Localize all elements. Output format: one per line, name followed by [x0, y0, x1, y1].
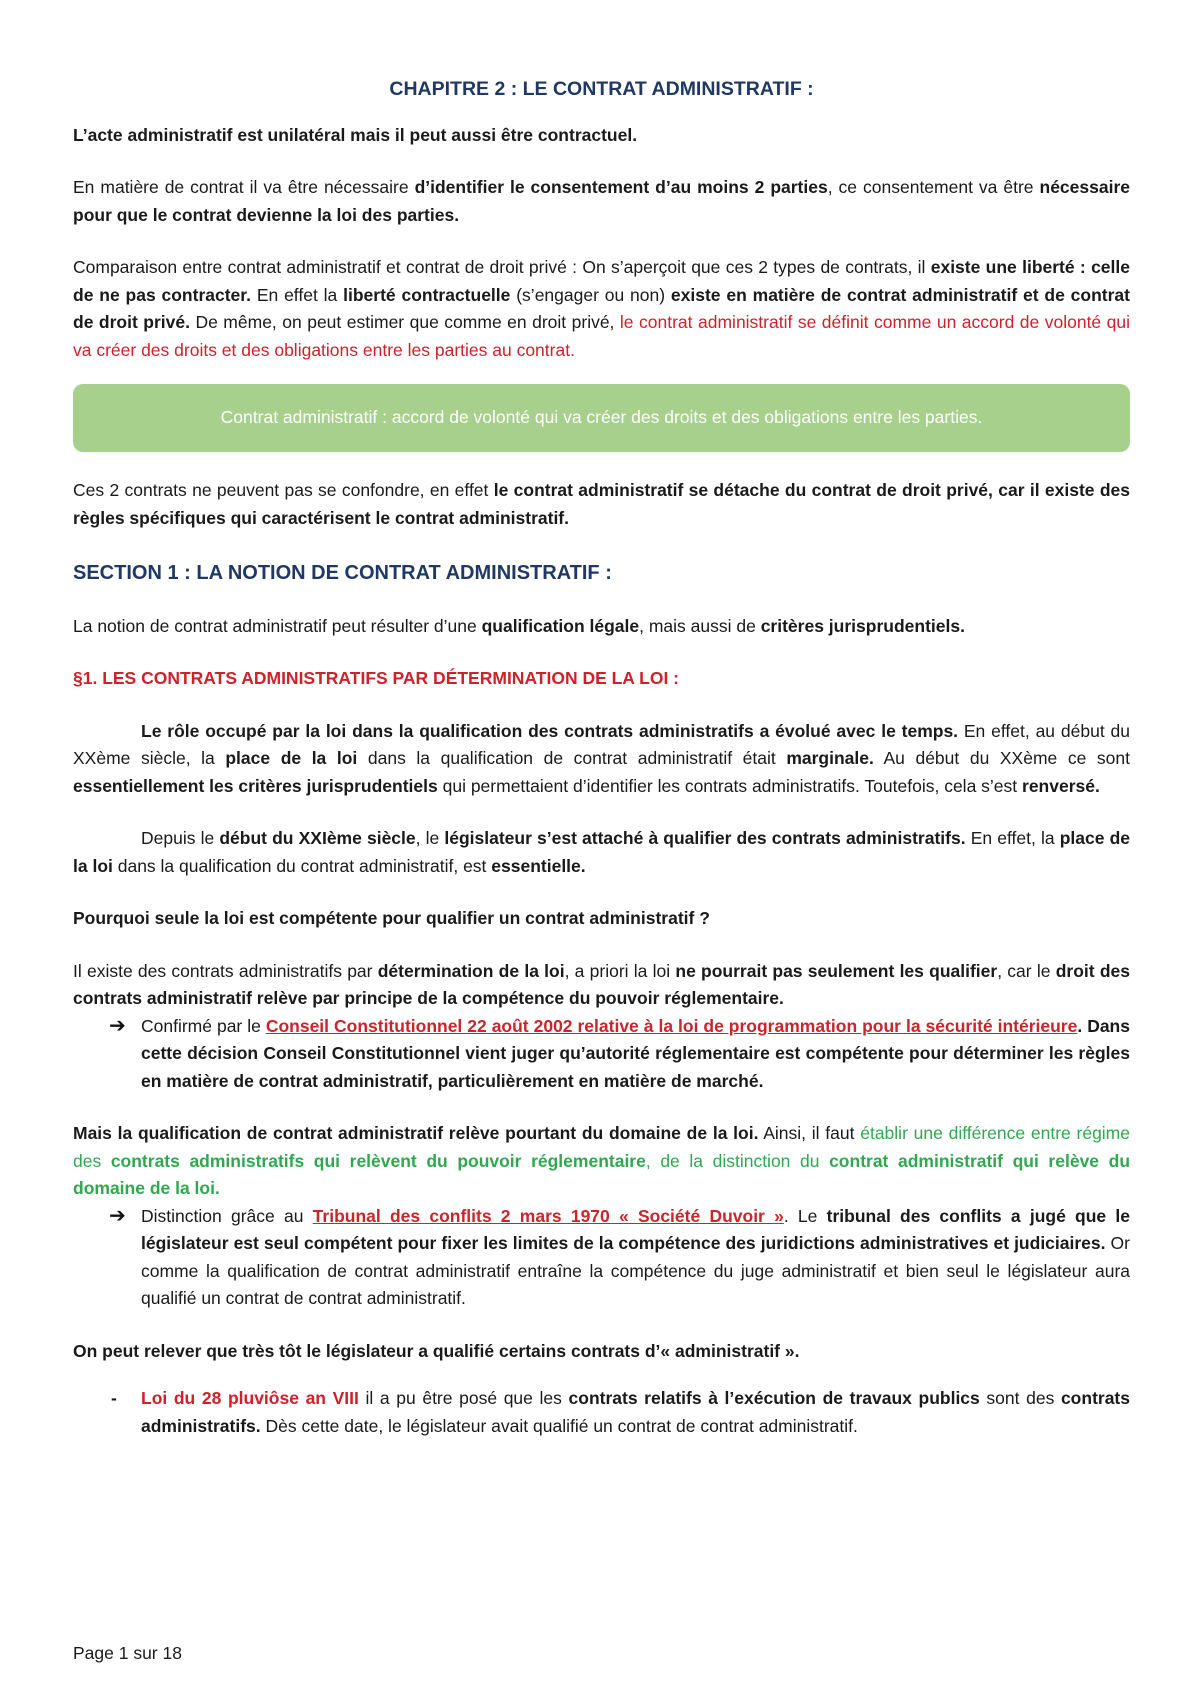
distinction-paragraph: Ces 2 contrats ne peuvent pas se confondre, en effet le contrat administratif se détache du contrat de droit privé, car il existe des règles spécifiques qui caractérisent le contrat administratif.	[73, 480, 1130, 528]
bullet-conseil-constitutionnel: ➔ Confirmé par le Conseil Constitutionnel 22 août 2002 relative à la loi de programmation pour la sécurité intérieure. Dans cette décision Conseil Constitutionnel vient juger qu’autorité réglementaire est compétente pour déterminer les règles en matière de contrat administratif, particulièrement en matière de marché.	[109, 1014, 1130, 1091]
arrow-right-icon: ➔	[109, 1204, 126, 1227]
comparison-paragraph: Comparaison entre contrat administratif et contrat de droit privé : On s’aperçoit que ces 2 types de contrats, il existe une liberté : celle de ne pas contracter. En effet la liberté contractuelle (s’engager ou non) existe en matière de contrat administratif et de contrat de droit privé. De même, on peut estimer que comme en droit privé, le contrat administratif se définit comme un accord de volonté qui va créer des droits et des obligations entre les parties au contrat.	[73, 257, 1131, 360]
page-number: Page 1 sur 18	[73, 1643, 182, 1663]
consent-paragraph: En matière de contrat il va être nécessaire d’identifier le consentement d’au moins 2 parties, ce consentement va être nécessaire pour que le contrat devienne la loi des parties.	[73, 177, 1130, 225]
intro-paragraph: L’acte administratif est unilatéral mais il peut aussi être contractuel.	[73, 124, 638, 145]
chapter-title: CHAPITRE 2 : LE CONTRAT ADMINISTRATIF :	[389, 78, 814, 100]
dash-bullet-icon: -	[111, 1388, 117, 1408]
xxi-century-paragraph: Depuis le début du XXIème siècle, le législateur s’est attaché à qualifier des contrats administratifs. En effet, la place de la loi dans la qualification du contrat administratif, est essentielle.	[73, 828, 1130, 876]
question-heading: Pourquoi seule la loi est compétente pour qualifier un contrat administratif ?	[73, 908, 710, 928]
determination-paragraph: Il existe des contrats administratifs par détermination de la loi, a priori la loi ne pourrait pas seulement les qualifier, car le droit des contrats administratif relève par principe de la compétence du pouvoir réglementaire.	[73, 960, 1130, 1008]
tribunal-conflits-link[interactable]: Tribunal des conflits 2 mars 1970 « Société Duvoir »	[312, 1205, 784, 1226]
conseil-constitutionnel-link[interactable]: Conseil Constitutionnel 22 août 2002 relative à la loi de programmation pour la sécurité intérieure	[265, 1015, 1078, 1036]
early-qualification-paragraph: On peut relever que très tôt le législateur a qualifié certains contrats d’« administratif ».	[73, 1340, 800, 1361]
domain-of-law-paragraph: Mais la qualification de contrat administratif relève pourtant du domaine de la loi. Ainsi, il faut établir une différence entre régime des contrats administratifs qui relèvent du pouvoir réglementaire, de la distinction du contrat administratif qui relève du domaine de la loi.	[73, 1123, 1131, 1198]
section-heading: SECTION 1 : LA NOTION DE CONTRAT ADMINISTRATIF :	[73, 562, 612, 584]
list-item-loi-pluviose: - Loi du 28 pluviôse an VIII il a pu être posé que les contrats relatifs à l’exécution de travaux publics sont des contrats administratifs. Dès cette date, le législateur avait qualifié un contrat de contrat administratif.	[73, 1385, 1130, 1440]
role-of-law-paragraph: Le rôle occupé par la loi dans la qualification des contrats administratifs a évolué avec le temps. En effet, au début du XXème siècle, la place de la loi dans la qualification de contrat administratif était marginale. Au début du XXème ce sont essentiellement les critères jurisprudentiels qui permettaient d’identifier les contrats administratifs. Toutefois, cela s’est renversé.	[73, 720, 1130, 796]
notion-paragraph: La notion de contrat administratif peut résulter d’une qualification légale, mais aussi de critères jurisprudentiels.	[73, 615, 965, 636]
definition-callout: Contrat administratif : accord de volonté qui va créer des droits et des obligations entre les parties.	[73, 384, 1130, 452]
arrow-right-icon: ➔	[109, 1014, 126, 1037]
subsection-heading: §1. LES CONTRATS ADMINISTRATIFS PAR DÉTERMINATION DE LA LOI :	[73, 668, 680, 688]
bullet-tribunal-conflits: ➔ Distinction grâce au Tribunal des conflits 2 mars 1970 « Société Duvoir ». Le tribunal des conflits a jugé que le législateur est seul compétent pour fixer les limites de la compétence des juridictions administratives et judiciaires. Or comme la qualification de contrat administratif entraîne la compétence du juge administratif et bien seul le législateur aura qualifié un contrat de contrat administratif.	[109, 1204, 1130, 1308]
page-content	[73, 76, 1130, 1440]
